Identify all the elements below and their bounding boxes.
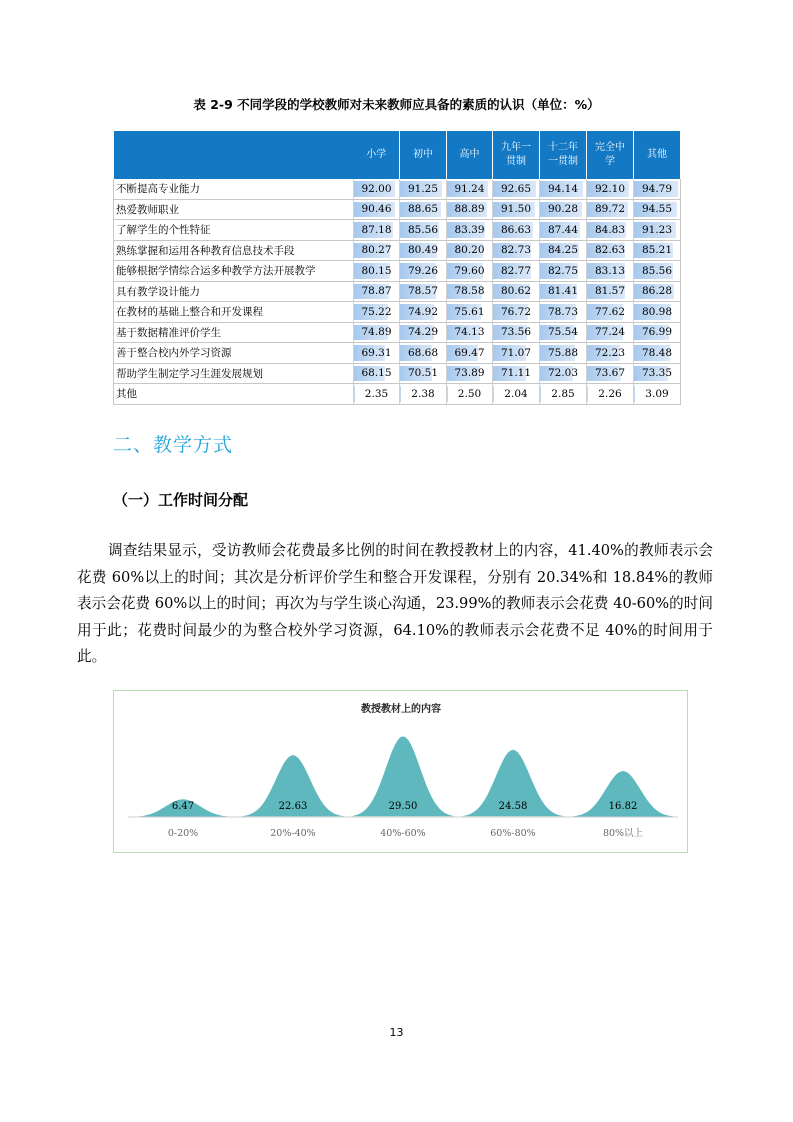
table-cell [400,302,447,323]
table-cell [634,322,681,343]
cell-value: 77.62 [594,305,626,318]
chart-canvas [114,691,689,854]
value-label: 6.47 [171,801,195,812]
cell-value: 85.56 [407,223,439,236]
cell-value: 73.67 [594,367,626,380]
cell-value: 68.15 [361,367,392,380]
table-cell [587,261,634,282]
cell-value: 85.21 [641,244,673,257]
table-cell [540,179,587,199]
table-cell [447,281,493,302]
cell-value: 83.39 [454,223,485,236]
table-cell [587,281,634,302]
cell-value: 73.35 [641,367,673,380]
table-cell [540,240,587,261]
cell-value: 68.68 [407,346,439,359]
cell-value: 80.62 [500,285,532,298]
table-cell [587,302,634,323]
table-cell [493,302,540,323]
table-cell [354,240,400,261]
table-cell [354,281,400,302]
cell-value: 79.60 [454,264,485,277]
category-label: 0-20% [167,828,199,839]
table-cell [354,363,400,384]
cell-value: 80.20 [454,244,485,257]
column-header: 九年一 贯制 [493,131,540,179]
table-cell [354,302,400,323]
table-cell [634,281,681,302]
cell-value: 78.48 [641,346,673,359]
table-row [114,179,681,199]
cell-value: 92.00 [361,182,392,195]
cell-value: 74.92 [407,305,439,318]
cell-value: 91.50 [500,203,532,216]
table-cell [354,384,400,405]
column-header: 高中 [447,131,493,179]
cell-value: 70.51 [407,367,439,380]
table-cell [587,343,634,364]
table-caption: 表 2-9 不同学段的学校教师对未来教师应具备的素质的认识（单位：%） [193,97,600,112]
row-label: 熟练掌握和运用各种教育信息技术手段 [114,240,354,261]
table-row [114,363,681,384]
table-row [114,240,681,261]
cell-value: 2.85 [551,387,575,400]
cell-value: 74.13 [454,326,485,339]
table-cell [587,179,634,199]
cell-value: 78.58 [454,285,485,298]
table-cell [493,384,540,405]
table-cell [400,240,447,261]
table-cell [447,220,493,241]
table-cell [587,220,634,241]
cell-value: 85.56 [641,264,673,277]
chart-title: 教授教材上的内容 [361,704,441,715]
data-bar [587,386,588,402]
table-body [114,179,681,404]
table-row [114,261,681,282]
cell-value: 2.35 [364,387,389,400]
table-cell [493,199,540,220]
table-row [114,302,681,323]
data-bar [354,386,355,402]
cell-value: 90.28 [547,203,579,216]
table-cell [447,240,493,261]
table-cell [540,363,587,384]
table-row [114,384,681,405]
row-label: 帮助学生制定学习生涯发展规划 [114,363,354,384]
category-label: 80%以上 [602,828,644,839]
data-bar [540,386,541,402]
row-label: 善于整合校内外学习资源 [114,343,354,364]
row-label: 了解学生的个性特征 [114,220,354,241]
cell-value: 92.65 [500,182,532,195]
cell-value: 69.47 [454,346,485,359]
cell-value: 76.72 [500,305,532,318]
table-cell [540,343,587,364]
table-cell [354,220,400,241]
table-row [114,343,681,364]
table-cell [400,199,447,220]
cell-value: 2.38 [411,387,435,400]
table-row [114,199,681,220]
value-label: 24.58 [498,801,528,812]
table-cell [634,261,681,282]
table-cell [447,363,493,384]
table-cell [447,343,493,364]
cell-value: 83.13 [594,264,626,277]
cell-value: 71.11 [500,367,532,380]
cell-value: 82.73 [500,244,532,257]
table-cell [587,199,634,220]
table-cell [493,363,540,384]
cell-value: 80.98 [641,305,673,318]
table-cell [493,281,540,302]
column-header: 小学 [354,131,400,179]
table-cell [634,220,681,241]
value-label: 16.82 [608,801,638,812]
cell-value: 73.56 [500,326,532,339]
cell-value: 91.23 [641,223,673,236]
cell-value: 88.89 [454,203,485,216]
cell-value: 91.24 [454,182,485,195]
cell-value: 81.41 [547,285,579,298]
table-cell [540,384,587,405]
cell-value: 94.55 [641,203,673,216]
cell-value: 89.72 [594,203,626,216]
value-label: 22.63 [278,801,308,812]
table-cell [540,220,587,241]
cell-value: 3.09 [645,387,669,400]
cell-value: 75.61 [454,305,485,318]
table-cell [587,322,634,343]
table-cell [400,281,447,302]
table-cell [447,179,493,199]
column-header: 十二年 一贯制 [540,131,587,179]
table-cell [400,261,447,282]
table-cell [400,322,447,343]
cell-value: 80.15 [361,264,392,277]
table-cell [354,322,400,343]
data-bar [400,386,401,402]
cell-value: 84.25 [547,244,579,257]
cell-value: 75.88 [547,346,579,359]
cell-value: 72.23 [594,346,626,359]
value-label: 29.50 [388,801,418,812]
data-bar [447,386,448,402]
cell-value: 87.18 [361,223,392,236]
cell-value: 76.99 [641,326,673,339]
cell-value: 94.14 [547,182,579,195]
table-cell [634,343,681,364]
table-cell [447,384,493,405]
time-allocation-chart [113,690,688,853]
cell-value: 2.26 [598,387,622,400]
cell-value: 90.46 [361,203,392,216]
column-header: 初中 [400,131,447,179]
table-cell [447,302,493,323]
table-cell [447,199,493,220]
row-label: 基于数据精准评价学生 [114,322,354,343]
table-cell [447,261,493,282]
cell-value: 74.89 [361,326,392,339]
cell-value: 87.44 [547,223,579,236]
cell-value: 92.10 [594,182,626,195]
cell-value: 77.24 [594,326,626,339]
table-row [114,220,681,241]
cell-value: 72.03 [547,367,579,380]
table-cell [493,220,540,241]
teacher-qualities-table [113,131,681,405]
table-cell [354,343,400,364]
table-header-corner [114,131,354,179]
cell-value: 79.26 [407,264,439,277]
data-bar [493,386,494,402]
table-cell [493,179,540,199]
cell-value: 73.89 [454,367,485,380]
cell-value: 78.73 [547,305,579,318]
cell-value: 71.07 [500,346,532,359]
cell-value: 78.87 [361,285,392,298]
table-row [114,322,681,343]
cell-value: 75.54 [547,326,579,339]
cell-value: 2.04 [504,387,528,400]
cell-value: 78.57 [407,285,439,298]
cell-value: 82.63 [594,244,626,257]
cell-value: 2.50 [457,387,482,400]
table-cell [634,240,681,261]
cell-value: 81.57 [594,285,626,298]
table-cell [400,343,447,364]
table-cell [634,302,681,323]
cell-value: 80.27 [361,244,392,257]
table-cell [634,363,681,384]
table-row [114,281,681,302]
cell-value: 82.77 [500,264,532,277]
table-cell [540,261,587,282]
cell-value: 94.79 [641,182,673,195]
row-label: 在教材的基础上整合和开发课程 [114,302,354,323]
table-cell [634,179,681,199]
row-label: 能够根据学情综合运多种教学方法开展教学 [114,261,354,282]
row-label: 其他 [114,384,354,405]
section-heading: 二、教学方式 [113,434,234,456]
cell-value: 82.75 [547,264,579,277]
subsection-heading: （一）工作时间分配 [113,491,249,509]
category-label: 20%-40% [270,828,316,839]
cell-value: 84.83 [594,223,626,236]
table-cell [587,240,634,261]
table-cell [540,302,587,323]
table-cell [634,384,681,405]
table-cell [400,179,447,199]
cell-value: 80.49 [407,244,439,257]
cell-value: 75.22 [361,305,392,318]
data-bar [634,386,635,402]
table-header-row [114,131,681,179]
table-cell [540,281,587,302]
table-cell [493,261,540,282]
table-cell [354,179,400,199]
table-cell [354,199,400,220]
table-cell [493,343,540,364]
table-cell [587,363,634,384]
table-cell [400,220,447,241]
page-number: 13 [389,1026,404,1039]
body-paragraph: 调查结果显示，受访教师会花费最多比例的时间在教授教材上的内容，41.40%的教师表示会花费 60%以上的时间；其次是分析评价学生和整合开发课程，分别有 20.34%和 18.84%的教师表示会花费 60%以上的时间；再次为与学生谈心沟通，23.99%的教师表示会花费 40-60%的时间用于此；花费时间最少的为整合校外学习资源，64.10%的教师表示会花费不足 40%的时间用于此。 [77,542,713,665]
cell-value: 74.29 [407,326,439,339]
table-cell [587,384,634,405]
row-label: 不断提高专业能力 [114,179,354,199]
column-header: 完全中 学 [587,131,634,179]
table-cell [540,322,587,343]
cell-value: 69.31 [361,346,392,359]
row-label: 热爱教师职业 [114,199,354,220]
table-cell [447,322,493,343]
column-header: 其他 [634,131,681,179]
table-cell [493,240,540,261]
cell-value: 88.65 [407,203,439,216]
category-label: 60%-80% [490,828,536,839]
table-cell [634,199,681,220]
cell-value: 91.25 [407,182,439,195]
table-cell [400,384,447,405]
category-label: 40%-60% [380,828,426,839]
table-cell [354,261,400,282]
row-label: 具有教学设计能力 [114,281,354,302]
table-cell [540,199,587,220]
table-cell [400,363,447,384]
cell-value: 86.28 [641,285,673,298]
cell-value: 86.63 [500,223,532,236]
table-cell [493,322,540,343]
